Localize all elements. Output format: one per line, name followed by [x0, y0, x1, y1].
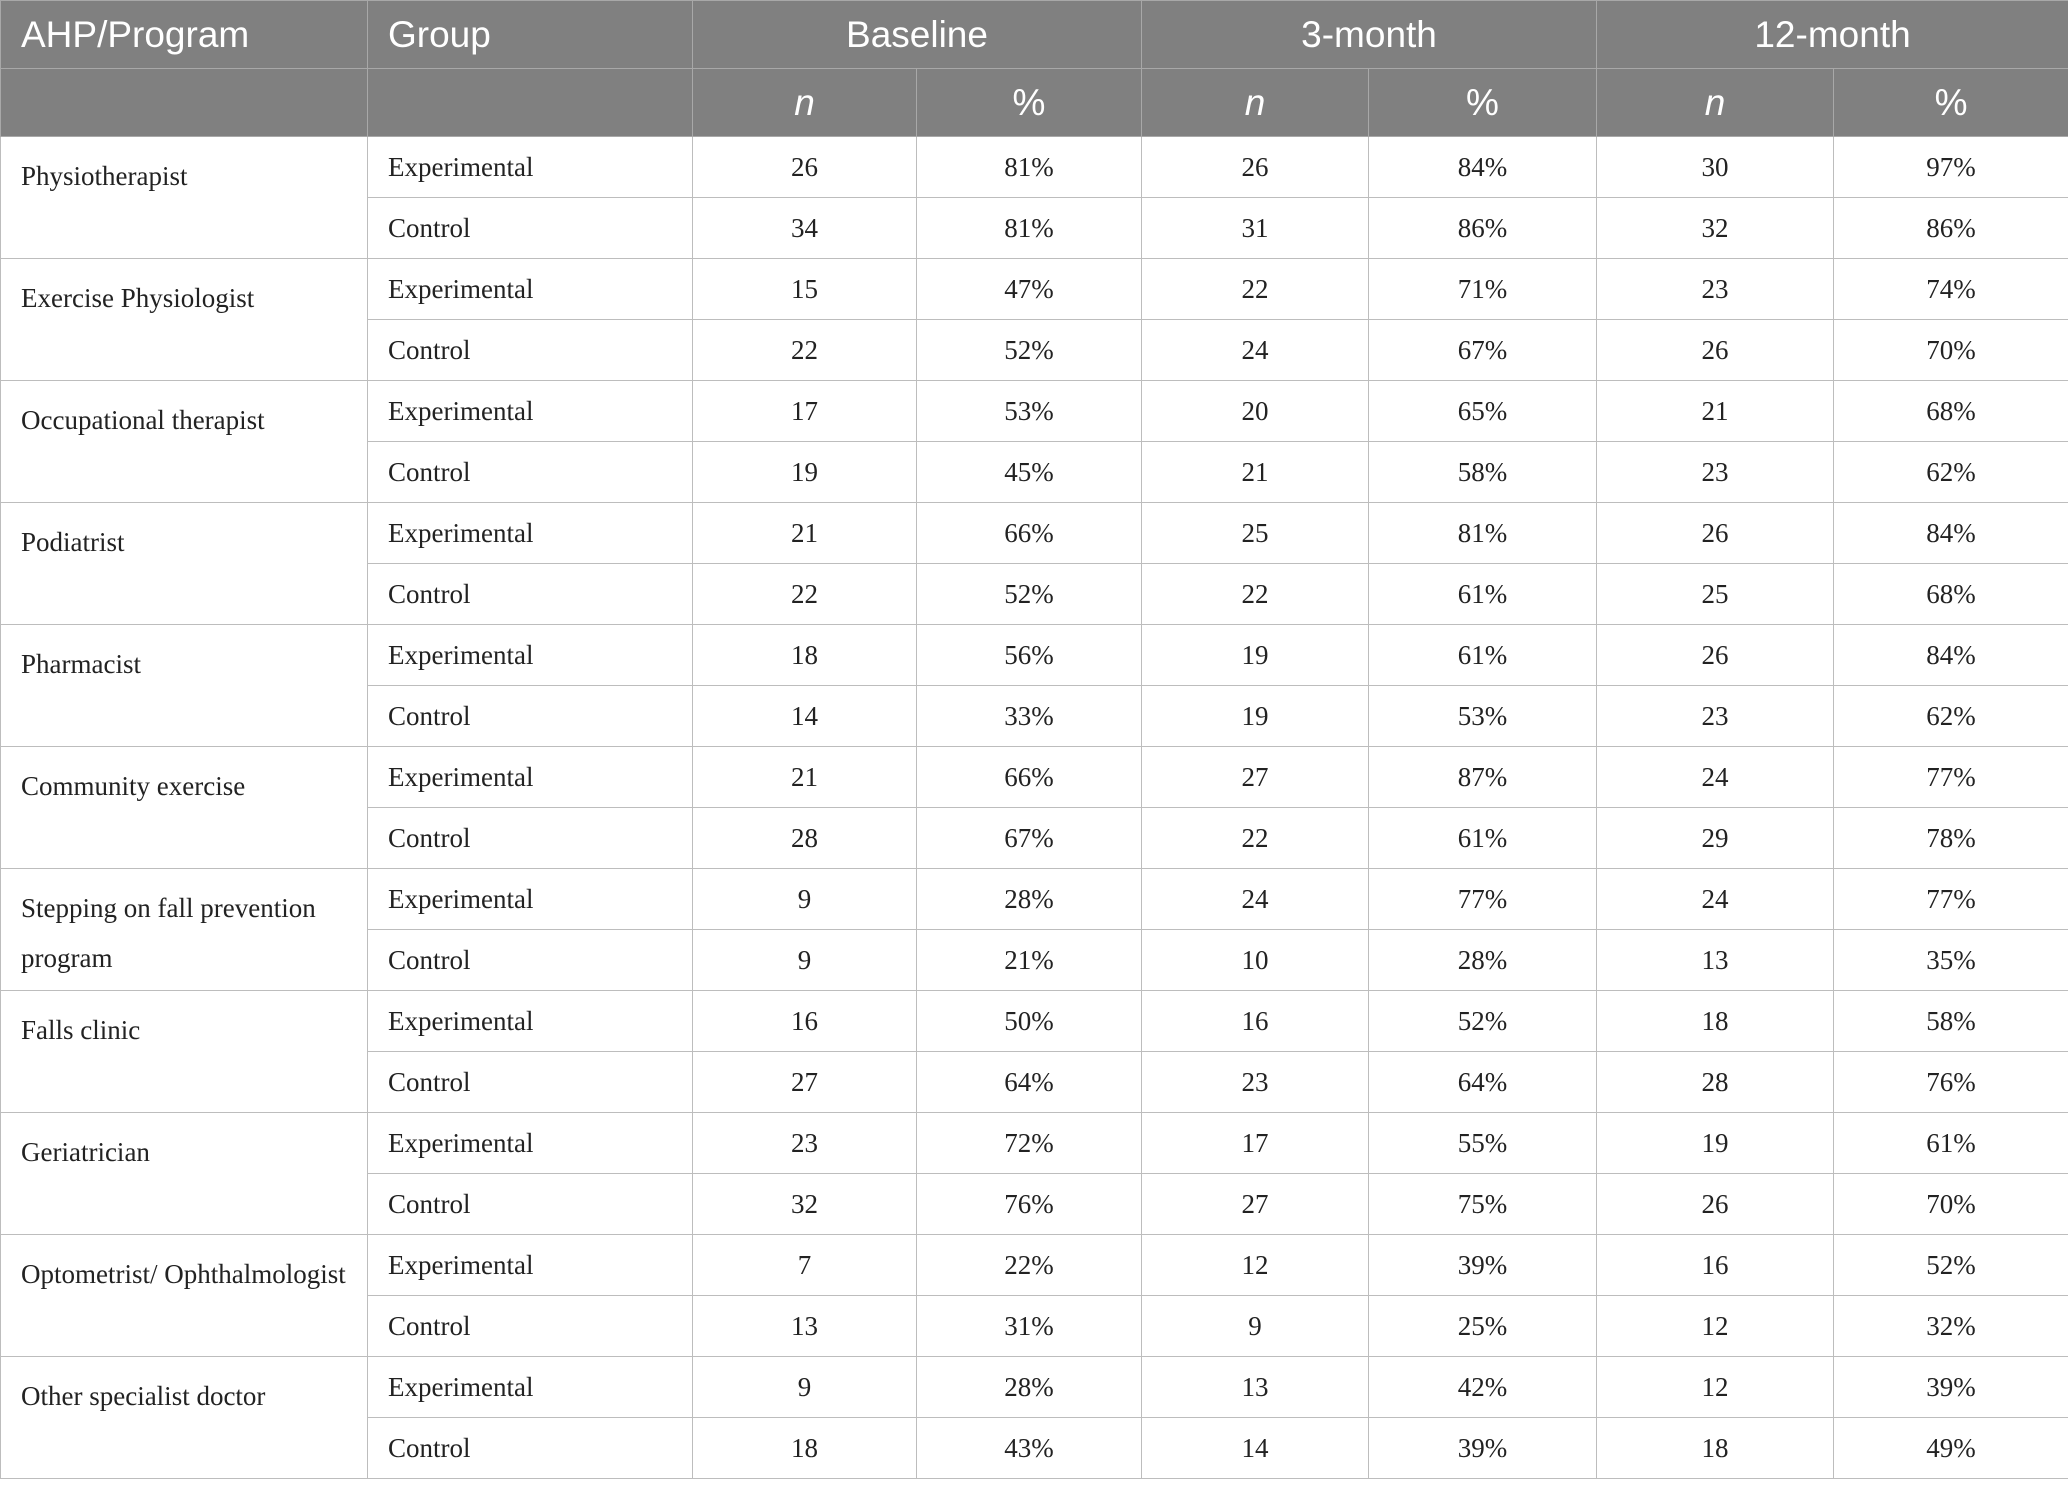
count-cell: 32 [693, 1174, 917, 1235]
percent-cell: 81% [1369, 503, 1597, 564]
percent-cell: 43% [917, 1418, 1142, 1479]
count-cell: 12 [1597, 1357, 1834, 1418]
group-cell: Control [368, 1174, 693, 1235]
percent-cell: 84% [1369, 137, 1597, 198]
group-cell: Experimental [368, 1235, 693, 1296]
percent-cell: 49% [1834, 1418, 2068, 1479]
percent-cell: 68% [1834, 564, 2068, 625]
percent-cell: 76% [1834, 1052, 2068, 1113]
percent-cell: 84% [1834, 625, 2068, 686]
percent-cell: 32% [1834, 1296, 2068, 1357]
percent-cell: 58% [1369, 442, 1597, 503]
count-cell: 9 [693, 1357, 917, 1418]
program-cell: Physiotherapist [1, 137, 368, 259]
percent-cell: 77% [1834, 869, 2068, 930]
percent-cell: 22% [917, 1235, 1142, 1296]
count-cell: 22 [693, 564, 917, 625]
group-cell: Experimental [368, 747, 693, 808]
table-header [1, 1, 2068, 137]
percent-cell: 74% [1834, 259, 2068, 320]
group-cell: Control [368, 198, 693, 259]
percent-cell: 66% [917, 747, 1142, 808]
count-cell: 18 [693, 1418, 917, 1479]
percent-cell: 52% [917, 320, 1142, 381]
group-cell: Experimental [368, 1357, 693, 1418]
table-row [1, 625, 2068, 686]
program-cell: Stepping on fall prevention program [1, 869, 368, 991]
table-body [1, 137, 2068, 1479]
percent-cell: 31% [917, 1296, 1142, 1357]
header-3-month-pct: % [1369, 69, 1597, 137]
count-cell: 31 [1142, 198, 1369, 259]
table-row [1, 1357, 2068, 1418]
percent-cell: 61% [1369, 564, 1597, 625]
count-cell: 18 [1597, 1418, 1834, 1479]
percent-cell: 52% [917, 564, 1142, 625]
count-cell: 34 [693, 198, 917, 259]
group-cell: Experimental [368, 991, 693, 1052]
percent-cell: 66% [917, 503, 1142, 564]
table-row [1, 991, 2068, 1052]
percent-cell: 75% [1369, 1174, 1597, 1235]
percent-cell: 53% [917, 381, 1142, 442]
percent-cell: 77% [1369, 869, 1597, 930]
count-cell: 13 [693, 1296, 917, 1357]
count-cell: 22 [693, 320, 917, 381]
group-cell: Experimental [368, 137, 693, 198]
count-cell: 9 [693, 869, 917, 930]
group-cell: Control [368, 686, 693, 747]
group-cell: Control [368, 808, 693, 869]
count-cell: 27 [1142, 747, 1369, 808]
count-cell: 19 [1142, 686, 1369, 747]
count-cell: 25 [1142, 503, 1369, 564]
program-cell: Geriatrician [1, 1113, 368, 1235]
count-cell: 7 [693, 1235, 917, 1296]
header-3-month-n: n [1142, 69, 1369, 137]
group-cell: Experimental [368, 381, 693, 442]
percent-cell: 39% [1369, 1235, 1597, 1296]
header-baseline-pct: % [917, 69, 1142, 137]
percent-cell: 52% [1834, 1235, 2068, 1296]
count-cell: 18 [693, 625, 917, 686]
count-cell: 23 [693, 1113, 917, 1174]
header-baseline: Baseline [693, 1, 1142, 69]
percent-cell: 70% [1834, 1174, 2068, 1235]
percent-cell: 64% [1369, 1052, 1597, 1113]
count-cell: 22 [1142, 259, 1369, 320]
percent-cell: 81% [917, 198, 1142, 259]
count-cell: 16 [1142, 991, 1369, 1052]
percent-cell: 65% [1369, 381, 1597, 442]
program-cell: Exercise Physiologist [1, 259, 368, 381]
count-cell: 23 [1142, 1052, 1369, 1113]
percent-cell: 81% [917, 137, 1142, 198]
program-cell: Optometrist/ Ophthalmologist [1, 1235, 368, 1357]
count-cell: 24 [1142, 320, 1369, 381]
percent-cell: 61% [1834, 1113, 2068, 1174]
group-cell: Control [368, 1418, 693, 1479]
percent-cell: 72% [917, 1113, 1142, 1174]
count-cell: 23 [1597, 259, 1834, 320]
count-cell: 9 [693, 930, 917, 991]
header-3-month: 3-month [1142, 1, 1597, 69]
count-cell: 26 [1597, 320, 1834, 381]
count-cell: 13 [1597, 930, 1834, 991]
group-cell: Experimental [368, 625, 693, 686]
percent-cell: 45% [917, 442, 1142, 503]
percent-cell: 39% [1834, 1357, 2068, 1418]
count-cell: 27 [693, 1052, 917, 1113]
percent-cell: 62% [1834, 442, 2068, 503]
percent-cell: 97% [1834, 137, 2068, 198]
count-cell: 9 [1142, 1296, 1369, 1357]
program-cell: Pharmacist [1, 625, 368, 747]
count-cell: 21 [1142, 442, 1369, 503]
count-cell: 13 [1142, 1357, 1369, 1418]
table-row [1, 381, 2068, 442]
count-cell: 10 [1142, 930, 1369, 991]
program-cell: Community exercise [1, 747, 368, 869]
group-cell: Control [368, 1052, 693, 1113]
count-cell: 15 [693, 259, 917, 320]
percent-cell: 42% [1369, 1357, 1597, 1418]
percent-cell: 68% [1834, 381, 2068, 442]
group-cell: Experimental [368, 869, 693, 930]
count-cell: 28 [1597, 1052, 1834, 1113]
count-cell: 21 [693, 503, 917, 564]
percent-cell: 61% [1369, 625, 1597, 686]
count-cell: 19 [1597, 1113, 1834, 1174]
percent-cell: 77% [1834, 747, 2068, 808]
group-cell: Control [368, 930, 693, 991]
count-cell: 30 [1597, 137, 1834, 198]
count-cell: 26 [693, 137, 917, 198]
header-baseline-n: n [693, 69, 917, 137]
header-12-month-pct: % [1834, 69, 2068, 137]
percent-cell: 84% [1834, 503, 2068, 564]
percent-cell: 52% [1369, 991, 1597, 1052]
count-cell: 20 [1142, 381, 1369, 442]
percent-cell: 86% [1369, 198, 1597, 259]
percent-cell: 50% [917, 991, 1142, 1052]
group-cell: Control [368, 564, 693, 625]
percent-cell: 28% [917, 869, 1142, 930]
count-cell: 14 [693, 686, 917, 747]
percent-cell: 28% [1369, 930, 1597, 991]
percent-cell: 39% [1369, 1418, 1597, 1479]
count-cell: 27 [1142, 1174, 1369, 1235]
group-cell: Control [368, 320, 693, 381]
percent-cell: 28% [917, 1357, 1142, 1418]
percent-cell: 21% [917, 930, 1142, 991]
header-program: AHP/Program [1, 1, 368, 69]
percent-cell: 61% [1369, 808, 1597, 869]
percent-cell: 56% [917, 625, 1142, 686]
percent-cell: 64% [917, 1052, 1142, 1113]
count-cell: 26 [1142, 137, 1369, 198]
percent-cell: 62% [1834, 686, 2068, 747]
percent-cell: 70% [1834, 320, 2068, 381]
table-row [1, 1113, 2068, 1174]
count-cell: 24 [1597, 747, 1834, 808]
count-cell: 32 [1597, 198, 1834, 259]
count-cell: 26 [1597, 625, 1834, 686]
count-cell: 17 [1142, 1113, 1369, 1174]
count-cell: 22 [1142, 564, 1369, 625]
table-row [1, 259, 2068, 320]
header-12-month: 12-month [1597, 1, 2068, 69]
group-cell: Control [368, 442, 693, 503]
percent-cell: 87% [1369, 747, 1597, 808]
table-row [1, 1235, 2068, 1296]
percent-cell: 78% [1834, 808, 2068, 869]
group-cell: Control [368, 1296, 693, 1357]
percent-cell: 47% [917, 259, 1142, 320]
group-cell: Experimental [368, 259, 693, 320]
percent-cell: 76% [917, 1174, 1142, 1235]
group-cell: Experimental [368, 1113, 693, 1174]
count-cell: 19 [1142, 625, 1369, 686]
header-group: Group [368, 1, 693, 69]
header-blank-group [368, 69, 693, 137]
program-cell: Podiatrist [1, 503, 368, 625]
table-row [1, 503, 2068, 564]
count-cell: 17 [693, 381, 917, 442]
count-cell: 23 [1597, 686, 1834, 747]
percent-cell: 53% [1369, 686, 1597, 747]
table-row [1, 137, 2068, 198]
count-cell: 16 [1597, 1235, 1834, 1296]
count-cell: 24 [1142, 869, 1369, 930]
percent-cell: 58% [1834, 991, 2068, 1052]
header-12-month-n: n [1597, 69, 1834, 137]
header-row-periods [1, 1, 2068, 69]
count-cell: 19 [693, 442, 917, 503]
count-cell: 12 [1142, 1235, 1369, 1296]
table-row [1, 747, 2068, 808]
program-cell: Other specialist doctor [1, 1357, 368, 1479]
percent-cell: 67% [917, 808, 1142, 869]
percent-cell: 25% [1369, 1296, 1597, 1357]
count-cell: 29 [1597, 808, 1834, 869]
group-cell: Experimental [368, 503, 693, 564]
percent-cell: 55% [1369, 1113, 1597, 1174]
percent-cell: 35% [1834, 930, 2068, 991]
percent-cell: 71% [1369, 259, 1597, 320]
program-cell: Occupational therapist [1, 381, 368, 503]
count-cell: 12 [1597, 1296, 1834, 1357]
count-cell: 21 [1597, 381, 1834, 442]
count-cell: 25 [1597, 564, 1834, 625]
percent-cell: 67% [1369, 320, 1597, 381]
percent-cell: 33% [917, 686, 1142, 747]
count-cell: 28 [693, 808, 917, 869]
count-cell: 26 [1597, 503, 1834, 564]
count-cell: 23 [1597, 442, 1834, 503]
table-row [1, 869, 2068, 930]
count-cell: 14 [1142, 1418, 1369, 1479]
program-cell: Falls clinic [1, 991, 368, 1113]
header-blank-program [1, 69, 368, 137]
count-cell: 26 [1597, 1174, 1834, 1235]
count-cell: 16 [693, 991, 917, 1052]
header-row-units [1, 69, 2068, 137]
count-cell: 22 [1142, 808, 1369, 869]
count-cell: 24 [1597, 869, 1834, 930]
count-cell: 18 [1597, 991, 1834, 1052]
percent-cell: 86% [1834, 198, 2068, 259]
count-cell: 21 [693, 747, 917, 808]
